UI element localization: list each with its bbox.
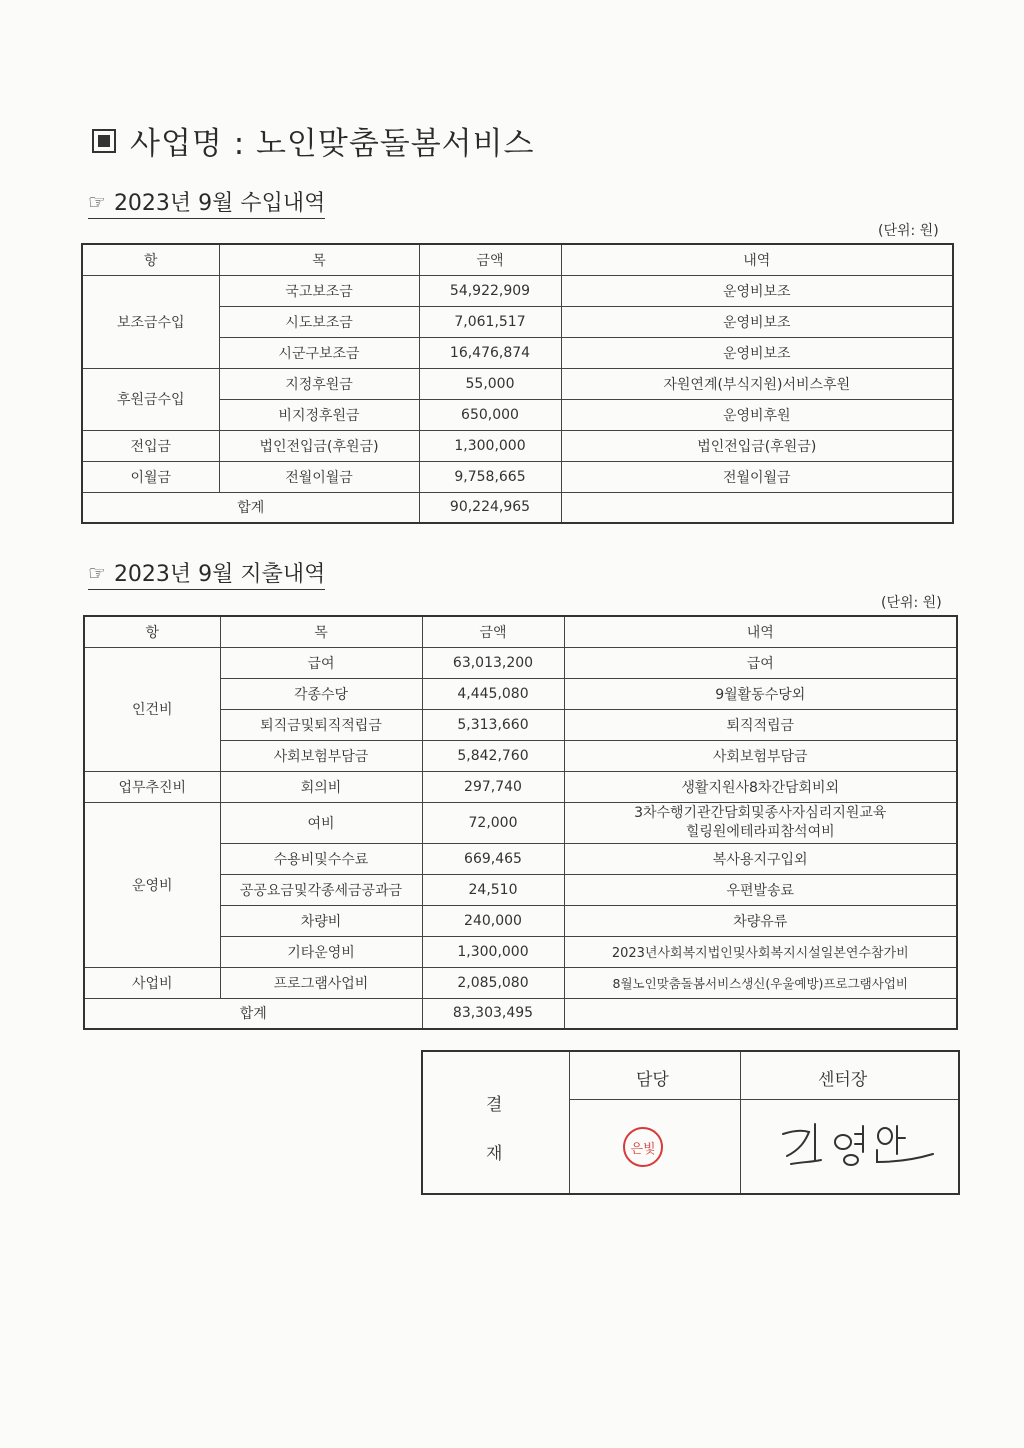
desc-cell: 운영비보조 xyxy=(561,306,953,337)
amount-cell: 9,758,665 xyxy=(419,461,561,492)
total-amount: 90,224,965 xyxy=(419,492,561,523)
mok-cell: 급여 xyxy=(220,647,422,678)
desc-cell: 법인전입금(후원금) xyxy=(561,430,953,461)
mok-cell: 수용비및수수료 xyxy=(220,843,422,874)
amount-cell: 24,510 xyxy=(422,874,564,905)
mok-cell: 법인전입금(후원금) xyxy=(219,430,419,461)
approval-label-top: 결 xyxy=(486,1095,503,1115)
desc-cell: 우편발송료 xyxy=(564,874,957,905)
page-title-text: 사업명 : 노인맞춤돌봄서비스 xyxy=(130,126,535,162)
income-table xyxy=(81,243,954,524)
desc-cell: 자원연계(부식지원)서비스후원 xyxy=(561,368,953,399)
table-row xyxy=(82,430,953,461)
director-signature xyxy=(773,1112,943,1172)
mok-cell: 전월이월금 xyxy=(219,461,419,492)
table-row xyxy=(84,802,957,843)
total-amount: 83,303,495 xyxy=(422,998,564,1029)
amount-cell: 5,842,760 xyxy=(422,740,564,771)
header-amount: 금액 xyxy=(419,244,561,275)
desc-cell: 퇴직적립금 xyxy=(564,709,957,740)
mok-cell: 국고보조금 xyxy=(219,275,419,306)
header-amount: 금액 xyxy=(422,616,564,647)
amount-cell: 16,476,874 xyxy=(419,337,561,368)
total-row xyxy=(82,492,953,523)
table-row xyxy=(84,647,957,678)
income-heading xyxy=(88,186,325,219)
hang-cell: 운영비 xyxy=(84,802,220,967)
table-row xyxy=(82,461,953,492)
amount-cell: 63,013,200 xyxy=(422,647,564,678)
approval-box xyxy=(421,1050,960,1195)
desc-cell: 8월노인맞춤돌봄서비스생신(우울예방)프로그램사업비 xyxy=(564,967,957,998)
approval-col-director: 센터장 xyxy=(818,1070,868,1090)
mok-cell: 회의비 xyxy=(220,771,422,802)
amount-cell: 5,313,660 xyxy=(422,709,564,740)
total-desc xyxy=(561,492,953,523)
hang-cell: 보조금수입 xyxy=(82,275,219,368)
approval-label-bottom: 재 xyxy=(486,1144,503,1164)
amount-cell: 55,000 xyxy=(419,368,561,399)
desc-cell: 운영비보조 xyxy=(561,275,953,306)
hang-cell: 사업비 xyxy=(84,967,220,998)
mok-cell: 시도보조금 xyxy=(219,306,419,337)
amount-cell: 297,740 xyxy=(422,771,564,802)
mok-cell: 기타운영비 xyxy=(220,936,422,967)
mok-cell: 비지정후원금 xyxy=(219,399,419,430)
expense-unit: (단위: 원) xyxy=(881,595,942,611)
header-desc: 내역 xyxy=(564,616,957,647)
header-hang: 항 xyxy=(82,244,219,275)
income-unit: (단위: 원) xyxy=(878,223,939,239)
mok-cell: 차량비 xyxy=(220,905,422,936)
amount-cell: 54,922,909 xyxy=(419,275,561,306)
total-row xyxy=(84,998,957,1029)
table-row xyxy=(84,771,957,802)
total-desc xyxy=(564,998,957,1029)
desc-cell: 2023년사회복지법인및사회복지시설일본연수참가비 xyxy=(564,936,957,967)
expense-heading xyxy=(88,557,325,590)
desc-cell: 전월이월금 xyxy=(561,461,953,492)
amount-cell: 240,000 xyxy=(422,905,564,936)
seal-stamp xyxy=(623,1127,663,1167)
header-hang: 항 xyxy=(84,616,220,647)
hang-cell: 전입금 xyxy=(82,430,219,461)
expense-table xyxy=(83,615,958,1030)
hang-cell: 인건비 xyxy=(84,647,220,771)
amount-cell: 650,000 xyxy=(419,399,561,430)
mok-cell: 공공요금및각종세금공과금 xyxy=(220,874,422,905)
mok-cell: 시군구보조금 xyxy=(219,337,419,368)
desc-line-1: 3차수행기관간담회및종사자심리지원교육 xyxy=(634,804,887,821)
mok-cell: 각종수당 xyxy=(220,678,422,709)
header-desc: 내역 xyxy=(561,244,953,275)
total-label: 합계 xyxy=(82,492,419,523)
amount-cell: 1,300,000 xyxy=(419,430,561,461)
desc-cell: 복사용지구입외 xyxy=(564,843,957,874)
page-title xyxy=(92,118,535,163)
seal-text: 은빛 xyxy=(630,1141,656,1157)
hang-cell: 이월금 xyxy=(82,461,219,492)
mok-cell: 프로그램사업비 xyxy=(220,967,422,998)
filled-square-icon xyxy=(92,129,116,153)
amount-cell: 1,300,000 xyxy=(422,936,564,967)
expense-heading-text: 2023년 9월 지출내역 xyxy=(113,562,326,587)
mok-cell: 퇴직금및퇴직적립금 xyxy=(220,709,422,740)
table-row xyxy=(82,368,953,399)
desc-cell: 생활지원사8차간담회비외 xyxy=(564,771,957,802)
divider xyxy=(569,1099,958,1100)
header-mok: 목 xyxy=(220,616,422,647)
table-row xyxy=(84,967,957,998)
desc-cell xyxy=(564,802,957,843)
amount-cell: 7,061,517 xyxy=(419,306,561,337)
total-label: 합계 xyxy=(84,998,422,1029)
amount-cell: 2,085,080 xyxy=(422,967,564,998)
header-mok: 목 xyxy=(219,244,419,275)
desc-cell: 차량유류 xyxy=(564,905,957,936)
hang-cell: 후원금수입 xyxy=(82,368,219,430)
amount-cell: 669,465 xyxy=(422,843,564,874)
desc-cell: 운영비후원 xyxy=(561,399,953,430)
desc-cell: 사회보험부담금 xyxy=(564,740,957,771)
pointing-hand-icon: ☞ xyxy=(88,189,106,214)
desc-cell: 9월활동수당외 xyxy=(564,678,957,709)
mok-cell: 여비 xyxy=(220,802,422,843)
amount-cell: 4,445,080 xyxy=(422,678,564,709)
pointing-hand-icon: ☞ xyxy=(88,560,106,585)
income-heading-text: 2023년 9월 수입내역 xyxy=(113,191,326,216)
mok-cell: 사회보험부담금 xyxy=(220,740,422,771)
table-row xyxy=(82,275,953,306)
desc-cell: 운영비보조 xyxy=(561,337,953,368)
table-header-row xyxy=(82,244,953,275)
divider xyxy=(569,1052,570,1193)
amount-cell: 72,000 xyxy=(422,802,564,843)
desc-cell: 급여 xyxy=(564,647,957,678)
divider xyxy=(740,1052,741,1193)
table-header-row xyxy=(84,616,957,647)
approval-col-manager: 담당 xyxy=(636,1070,669,1090)
mok-cell: 지정후원금 xyxy=(219,368,419,399)
hang-cell: 업무추진비 xyxy=(84,771,220,802)
desc-line-2: 힐링원에테라피참석여비 xyxy=(685,823,835,840)
